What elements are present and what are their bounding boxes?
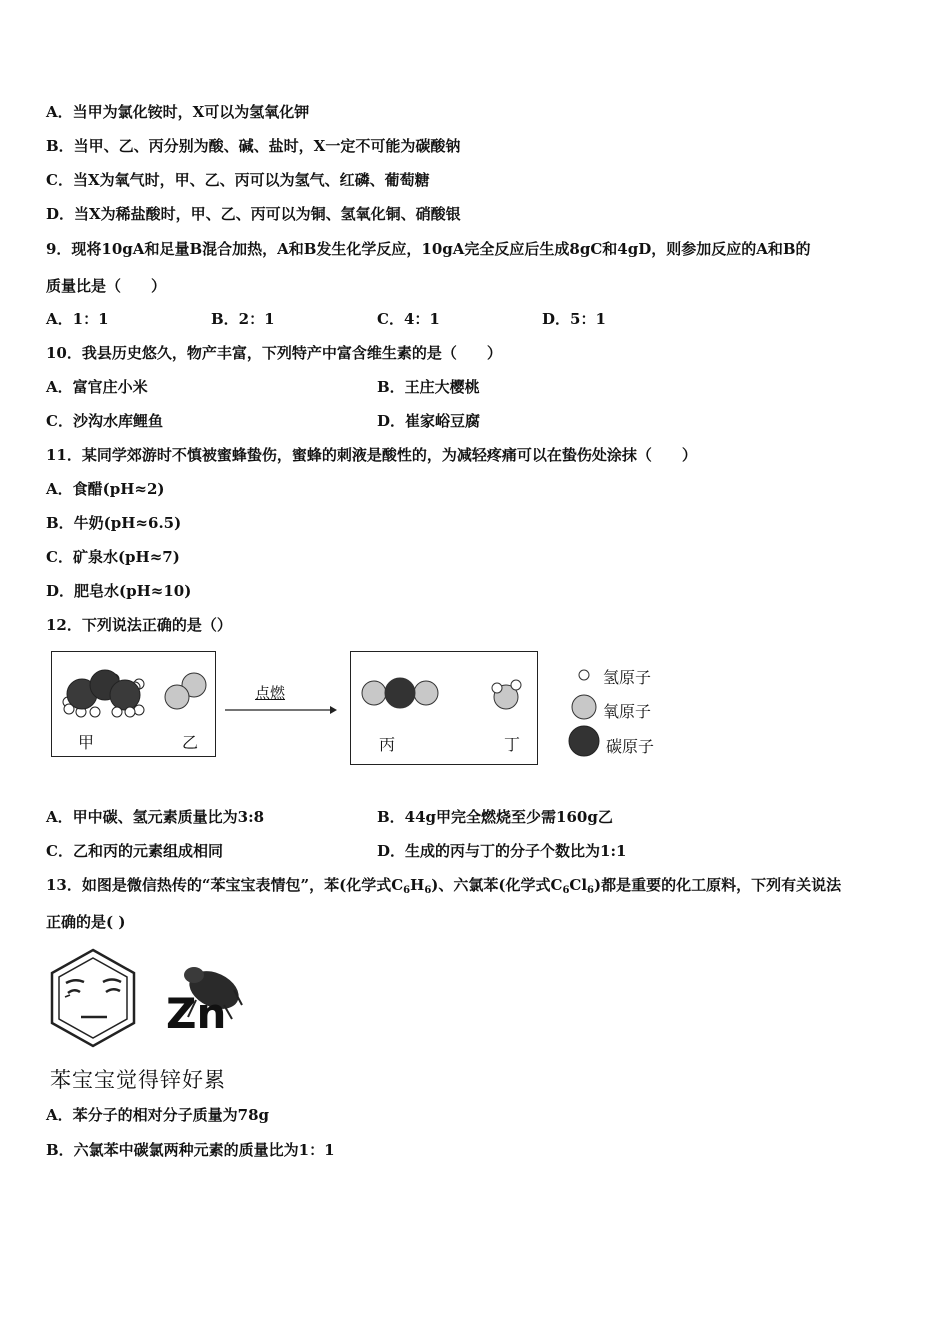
q13-stem-line1: 13．如图是微信热传的“苯宝宝表情包”，苯(化学式$C_6H_6$)、六氯苯(化学式$C_6Cl_6$)都是重要的化工原料，下列有关说法 (46, 876, 842, 896)
q12-option-a: A．甲中碳、氢元素质量比为3:8 (46, 808, 265, 826)
q10-option-d: D．崔家峪豆腐 (377, 412, 481, 430)
molecule-bing-co2 (362, 678, 438, 708)
q9-stem-line1: 9．现将10gA和足量B混合加热，A和B发生化学反应，10gA完全反应后生成8gC和4gD，则参加反应的A和B的 (46, 240, 811, 258)
q12-stem: 12．下列说法正确的是（） (46, 616, 232, 634)
carbon-atom-icon (569, 726, 599, 756)
q8-option-d: D．当X为稀盐酸时，甲、乙、丙可以为铜、氢氧化铜、硝酸银 (46, 205, 461, 223)
q11-option-d: D．肥皂水(pH≈10) (46, 582, 192, 600)
q9-option-c: C．4：1 (377, 310, 440, 328)
q11-option-b: B．牛奶(pH≈6.5) (46, 514, 182, 532)
q9-stem-line2: 质量比是（ ） (46, 277, 167, 295)
label-ding: 丁 (504, 735, 521, 754)
q11-stem: 11．某同学郊游时不慎被蜜蜂蛰伤，蜜蜂的刺液是酸性的，为减轻疼痛可以在蛰伤处涂抹（ ） (46, 446, 697, 464)
q9-option-b: B．2：1 (211, 310, 275, 328)
meme-caption: 苯宝宝觉得锌好累 (50, 1068, 226, 1092)
molecule-yi-oxygen (165, 673, 206, 709)
q12-option-c: C．乙和丙的元素组成相同 (46, 842, 223, 860)
q8-option-c: C．当X为氧气时，甲、乙、丙可以为氢气、红磷、葡萄糖 (46, 171, 430, 189)
q10-stem: 10．我县历史悠久，物产丰富，下列特产中富含维生素的是（ ） (46, 344, 502, 362)
q10-option-c: C．沙沟水库鲤鱼 (46, 412, 163, 430)
q12-option-b: B．44g甲完全燃烧至少需160g乙 (377, 808, 613, 826)
q13-option-b: B．六氯苯中碳氯两种元素的质量比为1：1 (46, 1141, 335, 1159)
q8-option-a: A．当甲为氯化铵时，X可以为氢氧化钾 (46, 103, 310, 121)
molecule-jia-ethane (63, 670, 144, 717)
q13-stem-line2: 正确的是( ) (46, 913, 126, 931)
benzene-face-icon (46, 945, 246, 1060)
legend-hydrogen: 氢原子 (603, 668, 652, 687)
legend-oxygen: 氧原子 (603, 702, 652, 721)
zn-text: Zn (166, 989, 227, 1038)
product-box (350, 651, 538, 765)
q11-option-c: C．矿泉水(pH≈7) (46, 548, 180, 566)
q9-option-d: D．5：1 (542, 310, 606, 328)
q10-option-b: B．王庄大樱桃 (377, 378, 480, 396)
q13-option-a: A．苯分子的相对分子质量为78g (46, 1106, 270, 1124)
arrow-label: 点燃 (255, 684, 286, 702)
q10-option-a: A．富官庄小米 (46, 378, 148, 396)
label-bing: 丙 (379, 735, 396, 754)
atom-legend-icons (565, 664, 605, 759)
label-yi: 乙 (182, 733, 199, 752)
q9-option-a: A．1：1 (46, 310, 109, 328)
q12-option-d: D．生成的丙与丁的分子个数比为1:1 (377, 842, 627, 860)
molecule-ding-water (492, 680, 521, 709)
oxygen-atom-icon (572, 695, 596, 719)
label-jia: 甲 (78, 733, 95, 752)
reaction-arrow-icon (225, 702, 340, 718)
hydrogen-atom-icon (579, 670, 589, 680)
legend-carbon: 碳原子 (606, 737, 655, 756)
q8-option-b: B．当甲、乙、丙分别为酸、碱、盐时，X一定不可能为碳酸钠 (46, 137, 461, 155)
reactant-box (51, 651, 216, 757)
q11-option-a: A．食醋(pH≈2) (46, 480, 165, 498)
